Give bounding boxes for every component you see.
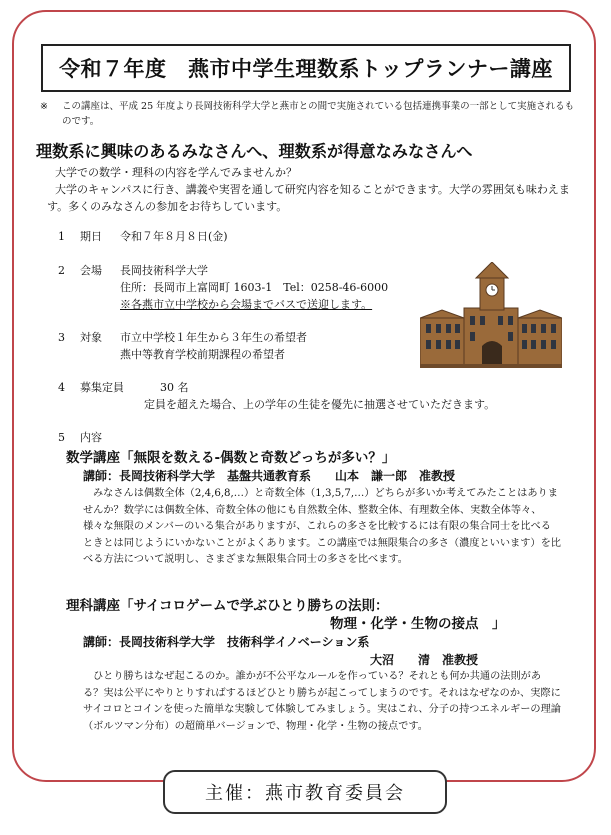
target-line2: 燕中等教育学校前期課程の希望者 [120,348,285,361]
science-description [83,669,561,735]
science-lecturer-name: 大沼 清 准教授 [370,653,479,667]
science-lecturer: 講師：長岡技術科学大学 技術科学イノベーション系 [83,635,370,649]
item-label: 募集定員 [80,381,124,394]
intro-line: 大学のキャンパスに行き、講義や実習を通して研究内容を知ることができます。大学の雰囲気も味わえます。多くのみなさんの参加をお待ちしています。 [47,183,570,213]
item-target [58,329,307,346]
item-venue [58,262,208,279]
capacity-note: 定員を超えた場合、上の学年の生徒を優先に抽選させていただきます。 [144,398,496,411]
page-title: 令和７年度 燕市中学生理数系トップランナー講座 [59,57,553,81]
item-num: 2 [58,264,65,277]
item-content [58,429,102,446]
math-description [83,486,561,569]
item-num: 5 [58,431,65,444]
item-label: 内容 [80,431,102,444]
university-building-icon [420,262,562,370]
math-course-title: 数学講座「無限を数える-偶数と奇数どっちが多い？」 [66,450,396,466]
item-value: 30 名 [160,381,189,394]
note-text: この講座は、平成 25 年度より長岡技術科学大学と燕市との間で実施されている包括連携事業の一部として実施されるものです。 [62,101,575,127]
math-desc-text: みなさんは偶数全体（2,4,6,8,…）と奇数全体（1,3,5,7,…）どちらが多いか考えてみたことはありませんか？数学には偶数全体、奇数全体の他にも自然数全体、整数全体、有理数全体、実数全体等々、様々な無限のメンバーのいる集合がありますが、これらの多さを比較するには有限の集合同士を比べるときとは同じようにいかないことがよくあります。この講座では無限集合の多さ（濃度といいます）を比べる方法について説明し、さまざまな無限集合同士の多さを比べます。 [83,488,561,565]
intro [47,164,572,215]
note-mark: ※ [40,101,48,112]
item-capacity [58,379,189,396]
item-value: 長岡技術科学大学 [120,264,208,277]
item-label: 期日 [80,230,102,243]
science-course-title-2: 物理・化学・生物の接点 」 [330,616,506,632]
host-label: 主催：燕市教育委員会 [205,783,405,804]
note [40,99,580,129]
math-lecturer: 講師：長岡技術科学大学 基盤共通教育系 山本 謙一郎 准教授 [83,469,456,483]
science-desc-text: ひとり勝ちはなぜ起こるのか。誰かが不公平なルールを作っている？それとも何か共通の法則がある？実は公平にやりとりすればするほどひとり勝ちが起こってしまうのです。それはなぜなのか、実際にサイコロとコインを使った簡単な実験して体験してみましょう。実はこれ、分子の持つエネルギーの理論（ボルツマン分布）の超簡単バージョンで、物理・化学・生物の接点です。 [83,671,561,732]
item-label: 対象 [80,331,102,344]
title-box [41,44,571,92]
venue-bus-note: ※各燕市立中学校から会場までバスで送迎します。 [120,298,373,311]
headline: 理数系に興味のあるみなさんへ、理数系が得意なみなさんへ [36,142,473,161]
item-num: 1 [58,230,65,243]
item-date [58,228,228,245]
item-value: 市立中学校１年生から３年生の希望者 [120,331,307,344]
science-course-title: 理科講座「サイコロゲームで学ぶひとり勝ちの法則： [66,598,389,614]
item-num: 3 [58,331,65,344]
intro-line: 大学での数学・理科の内容を学んでみませんか？ [55,166,297,179]
item-num: 4 [58,381,65,394]
item-value: 令和７年８月８日(金) [120,230,228,243]
host-box [163,770,447,814]
venue-address: 住所：長岡市上富岡町 1603-1 Tel：0258-46-6000 [120,281,389,294]
item-label: 会場 [80,264,102,277]
